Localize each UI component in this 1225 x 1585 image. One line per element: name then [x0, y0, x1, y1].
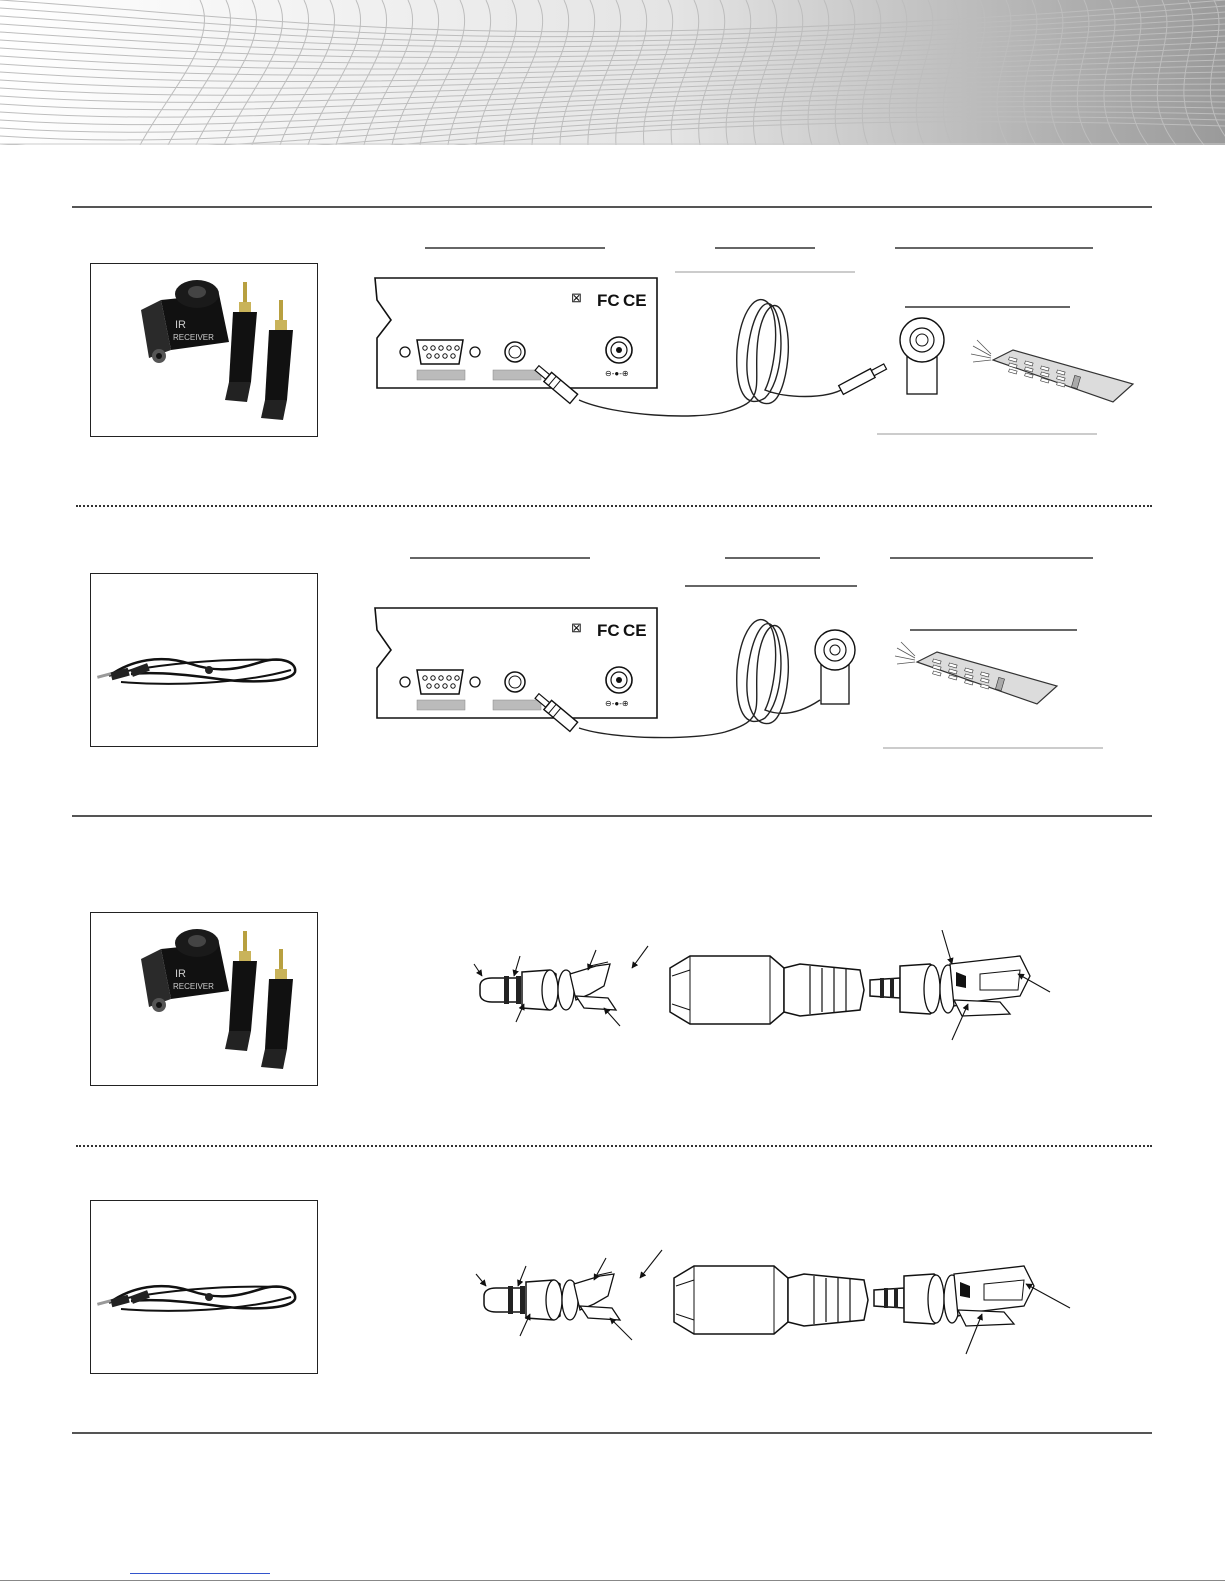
ir-receiver-with-plugs-photo	[90, 912, 318, 1086]
section-divider	[72, 206, 1152, 208]
section-divider	[72, 815, 1152, 817]
ir-extender-cable-photo	[90, 1200, 318, 1374]
ir-receiver-with-plugs-photo	[90, 263, 318, 437]
plug-assembly-diagram-2	[470, 1240, 1080, 1380]
footer-rule	[0, 1580, 1225, 1581]
subsection-divider	[76, 1145, 1152, 1147]
footer-link[interactable]	[130, 1573, 270, 1574]
subsection-divider	[76, 505, 1152, 507]
header-banner	[0, 0, 1225, 145]
plug-assembly-diagram-1	[470, 930, 1070, 1070]
setup-diagram-receiver	[365, 240, 1145, 450]
setup-diagram-cable	[365, 550, 1145, 760]
section-divider	[72, 1432, 1152, 1434]
ir-extender-cable-photo	[90, 573, 318, 747]
